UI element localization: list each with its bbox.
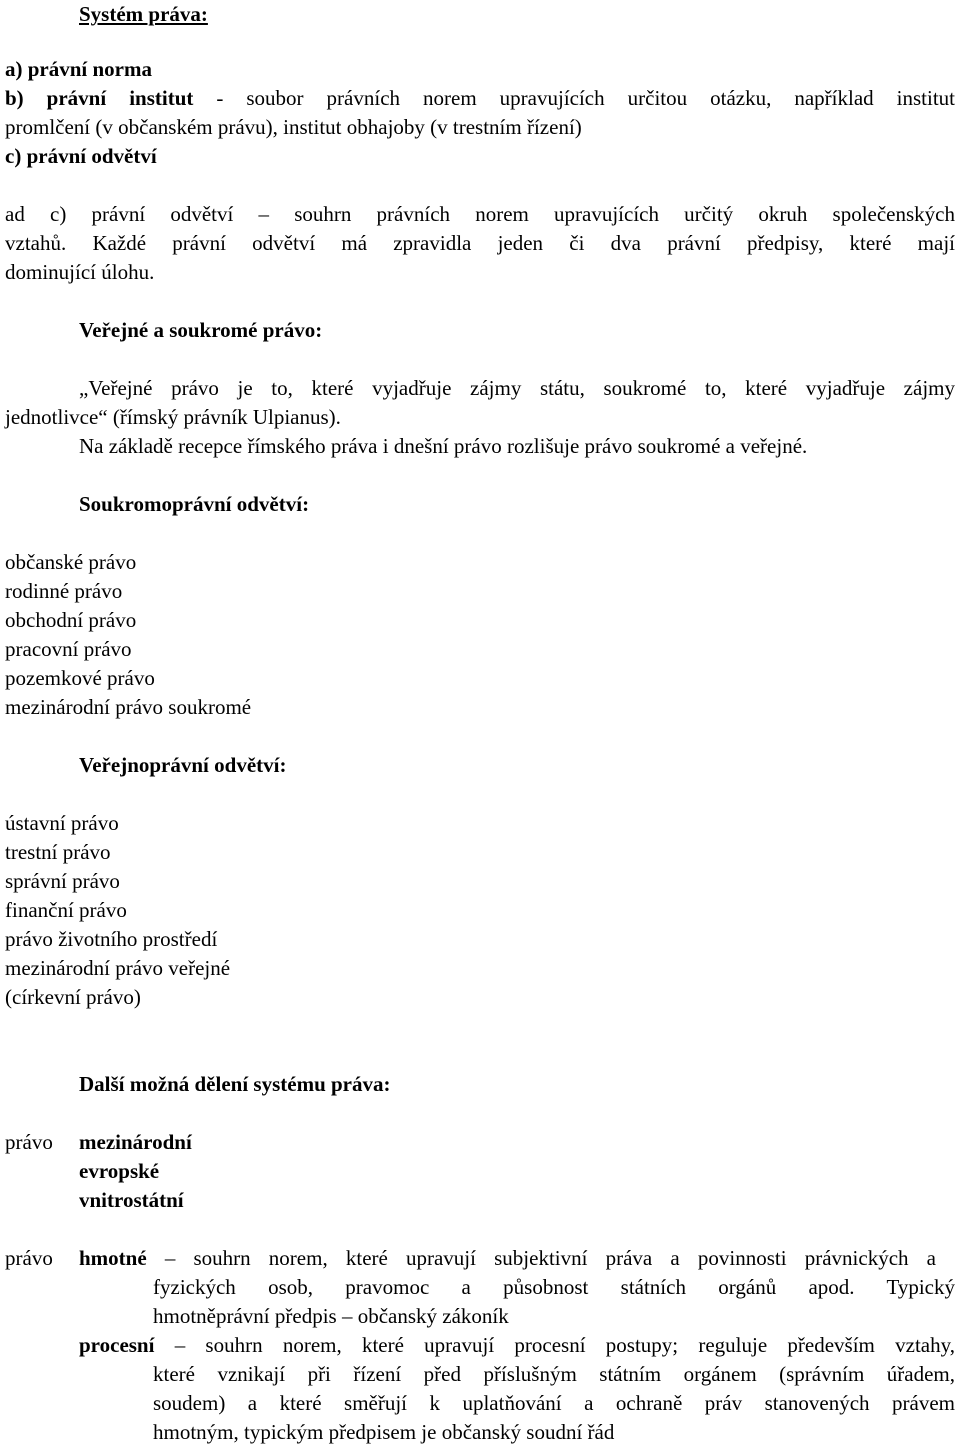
recepce-text: Na základě recepce římského práva i dnešní právo rozlišuje právo soukromé a veřejné. (79, 434, 808, 458)
heading-verejnopravni: Veřejnoprávní odvětví: (79, 753, 287, 777)
list-item: mezinárodní právo soukromé (5, 695, 252, 719)
list-item: pozemkové právo (5, 666, 155, 690)
list-item: rodinné právo (5, 579, 123, 603)
hmotne-line: fyzických osob, pravomoc a působnost státních orgánů apod. Typický (153, 1275, 955, 1299)
group1-item: mezinárodní (79, 1130, 192, 1154)
list-item: finanční právo (5, 898, 127, 922)
term-hmotne: hmotné (79, 1246, 147, 1270)
ad-c-line: ad c) právní odvětví – souhrn právních norem upravujících určitý okruh společenských (5, 202, 955, 226)
hmotne-line (79, 1244, 936, 1273)
hmotne-line: hmotněprávní předpis – občanský zákoník (153, 1304, 509, 1328)
quote-line: „Veřejné právo je to, které vyjadřuje zájmy státu, soukromé to, které vyjadřuje zájmy (79, 376, 955, 400)
group1-item: evropské (79, 1159, 160, 1183)
list-item: trestní právo (5, 840, 111, 864)
list-item-b (5, 84, 955, 113)
procesni-line (79, 1331, 955, 1360)
list-item-b-line2: promlčení (v občanském právu), institut obhajoby (v trestním řízení) (5, 115, 582, 139)
list-item: občanské právo (5, 550, 137, 574)
pravo-label: právo (5, 1130, 53, 1154)
heading-dalsi-deleni: Další možná dělení systému práva: (79, 1072, 391, 1096)
procesni-line: které vznikají při řízení před příslušným státním orgánem (správním úřadem, (153, 1362, 955, 1386)
list-item: obchodní právo (5, 608, 137, 632)
list-item-a: a) právní norma (5, 57, 152, 81)
list-item: správní právo (5, 869, 120, 893)
hmotne-text: – souhrn norem, které upravují subjektivní práva a povinnosti právnických a (146, 1246, 936, 1270)
term-pravni-institut: b) právní institut (5, 86, 194, 110)
page-title: Systém práva: (79, 2, 208, 26)
heading-verejne-soukrome: Veřejné a soukromé právo: (79, 318, 323, 342)
procesni-text: – souhrn norem, které upravují procesní postupy; reguluje především vztahy, (154, 1333, 955, 1357)
quote-line: jednotlivce“ (římský právník Ulpianus). (5, 405, 341, 429)
ad-c-line: dominující úlohu. (5, 260, 155, 284)
procesni-line: hmotným, typickým předpisem je občanský soudní řád (153, 1420, 615, 1444)
pravo-label: právo (5, 1246, 53, 1270)
heading-soukromopravni: Soukromoprávní odvětví: (79, 492, 310, 516)
list-item: ústavní právo (5, 811, 119, 835)
term-procesni: procesní (79, 1333, 155, 1357)
list-item-c: c) právní odvětví (5, 144, 157, 168)
ad-c-line: vztahů. Každé právní odvětví má zpravidla jeden či dva právní předpisy, které mají (5, 231, 955, 255)
list-item: právo životního prostředí (5, 927, 218, 951)
group1-item: vnitrostátní (79, 1188, 184, 1212)
list-item: mezinárodní právo veřejné (5, 956, 231, 980)
list-item-b-text: - soubor právních norem upravujících určitou otázku, například institut (193, 86, 955, 110)
procesni-line: soudem) a které směřují k uplatňování a ochraně práv stanovených právem (153, 1391, 955, 1415)
list-item: (církevní právo) (5, 985, 141, 1009)
list-item: pracovní právo (5, 637, 132, 661)
